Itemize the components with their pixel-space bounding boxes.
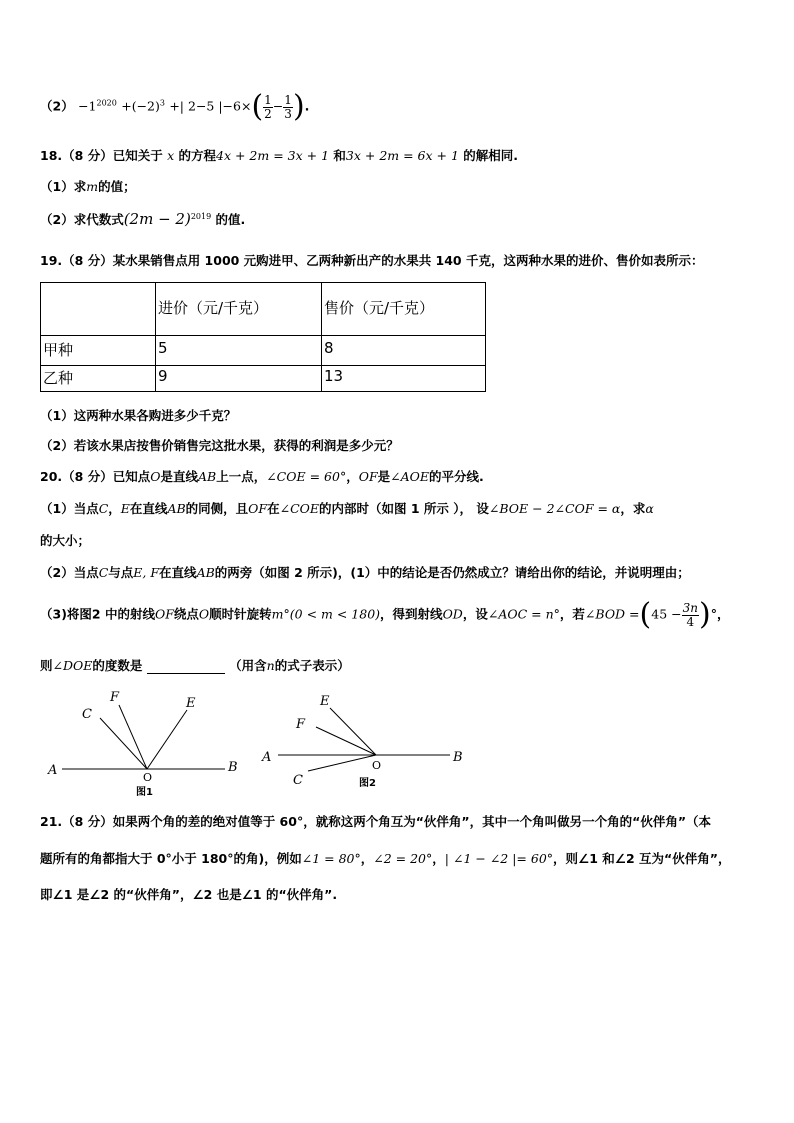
q18-head: 18.（8 分）已知关于 x 的方程4x + 2m = 3x + 1 和3x + 2m = 6x + 1 的解相同. (40, 148, 519, 163)
fig1-label-a: A (48, 763, 58, 778)
table-row (41, 336, 486, 366)
q17-end: . (304, 98, 310, 114)
fig1-label-b: B (228, 760, 238, 775)
table-header-row (41, 283, 486, 336)
q17-expr-c: +| 2−5 |−6× (169, 98, 252, 114)
q20-part2: （2）当点C与点E, F在直线AB的两旁（如图 2 所示)，(1）中的结论是否仍然成立？请给出你的结论，并说明理由； (40, 565, 690, 580)
fig2-label-b: B (453, 750, 463, 765)
q18-part1: （1）求m的值； (40, 179, 136, 194)
q17-label: （2） (40, 98, 74, 114)
table-cell: 13 (322, 366, 486, 392)
fig2-caption: 图2 (359, 778, 376, 789)
q18-eq1: 4x + 2m = 3x + 1 (216, 148, 330, 163)
q18-eq2: 3x + 2m = 6x + 1 (345, 148, 459, 163)
q20-p3-frac: $\frac{3n}{4}$ (682, 600, 698, 629)
q18-part2: （2）求代数式$(2m - 2)^{2019}$ 的值. (40, 210, 246, 228)
fig1-ray-oc (100, 718, 147, 769)
fig1-label-o: O (143, 771, 153, 784)
table-header-cell: 售价（元/千克） (322, 283, 486, 336)
table-header-cell: 进价（元/千克） (156, 283, 322, 336)
table-cell: 9 (156, 366, 322, 392)
q21-line3: 即∠1 是∠2 的“伙伴角”，∠2 也是∠1 的“伙伴角”. (40, 887, 338, 902)
q19-part2: （2）若该水果店按售价销售完这批水果，获得的利润是多少元？ (40, 438, 399, 453)
table-cell: 乙种 (41, 366, 156, 392)
q17-expr-b: +(−2) (121, 98, 160, 114)
q20-part3-cont: 则∠DOE的度数是 （用含n的式子表示） (40, 658, 350, 673)
fig1-caption: 图1 (136, 787, 153, 798)
q19-price-table (40, 282, 486, 392)
q18-p2-expr: (2m − 2) (123, 210, 191, 228)
figure-2 (258, 685, 473, 800)
q20-part1: （1）当点C，E在直线AB的同侧，且OF在∠COE的内部时（如图 1 所示 ）， 设∠BOE − 2∠COF = α，求α (40, 501, 654, 516)
table-header-cell (41, 283, 156, 336)
q20-part1-cont: 的大小； (40, 533, 91, 548)
fig1-ray-oe (147, 710, 187, 769)
fig1-label-f: F (110, 690, 120, 705)
answer-blank (147, 661, 225, 674)
q18-var: x (167, 148, 175, 163)
q17-exp-a: 2020 (96, 98, 117, 108)
q17-frac1: $\frac{1}{2}$ (264, 92, 272, 121)
fig2-label-e: E (320, 694, 330, 709)
table-cell: 甲种 (41, 336, 156, 366)
fig2-label-o: O (372, 759, 382, 772)
q17-minus: − (272, 98, 284, 114)
q20-part3: （3)将图2 中的射线OF绕点O顺时针旋转m°(0 < m < 180)，得到射线OD，设∠AOC = n°，若∠BOD =(45 − $\frac{3n}{4}$ )°， (40, 597, 730, 632)
fig2-ray-oc (308, 755, 376, 771)
table-cell: 8 (322, 336, 486, 366)
q21-line1: 21.（8 分）如果两个角的差的绝对值等于 60°，就称这两个角互为“伙伴角”，其中一个角叫做另一个角的“伙伴角”（本 (40, 814, 712, 829)
q17-exp-b: 3 (159, 98, 165, 108)
fig1-label-e: E (186, 696, 196, 711)
figure-1 (40, 685, 250, 800)
q20-head: 20.（8 分）已知点O是直线AB上一点，∠COE = 60°，OF是∠AOE的平分线. (40, 469, 484, 484)
fig2-label-f: F (296, 717, 306, 732)
q17-expr-a: −1 (78, 98, 97, 114)
table-row (41, 366, 486, 392)
table-cell: 5 (156, 336, 322, 366)
q21-line2: 题所有的角都指大于 0°小于 180°的角)，例如∠1 = 80°，∠2 = 20°，| ∠1 − ∠2 |= 60°，则∠1 和∠2 互为“伙伴角”， (40, 851, 731, 866)
q19-part1: （1）这两种水果各购进多少千克？ (40, 408, 237, 423)
fig2-ray-of (316, 727, 376, 755)
fig2-label-a: A (262, 750, 272, 765)
q19-head: 19.（8 分）某水果销售点用 1000 元购进甲、乙两种新出产的水果共 140 千克，这两种水果的进价、售价如表所示： (40, 253, 704, 268)
fig1-label-c: C (82, 707, 92, 722)
fig1-ray-of (119, 705, 147, 769)
q17-part2: $(2) -1^{2020} +(-2)^3$ +| 2−5 |−6×( $\frac{1}{2}$ − $\frac{1}{3}$ ). (40, 89, 310, 124)
fig2-label-c: C (293, 773, 303, 788)
q17-frac2: $\frac{1}{3}$ (284, 92, 292, 121)
fig2-ray-oe (330, 708, 376, 755)
